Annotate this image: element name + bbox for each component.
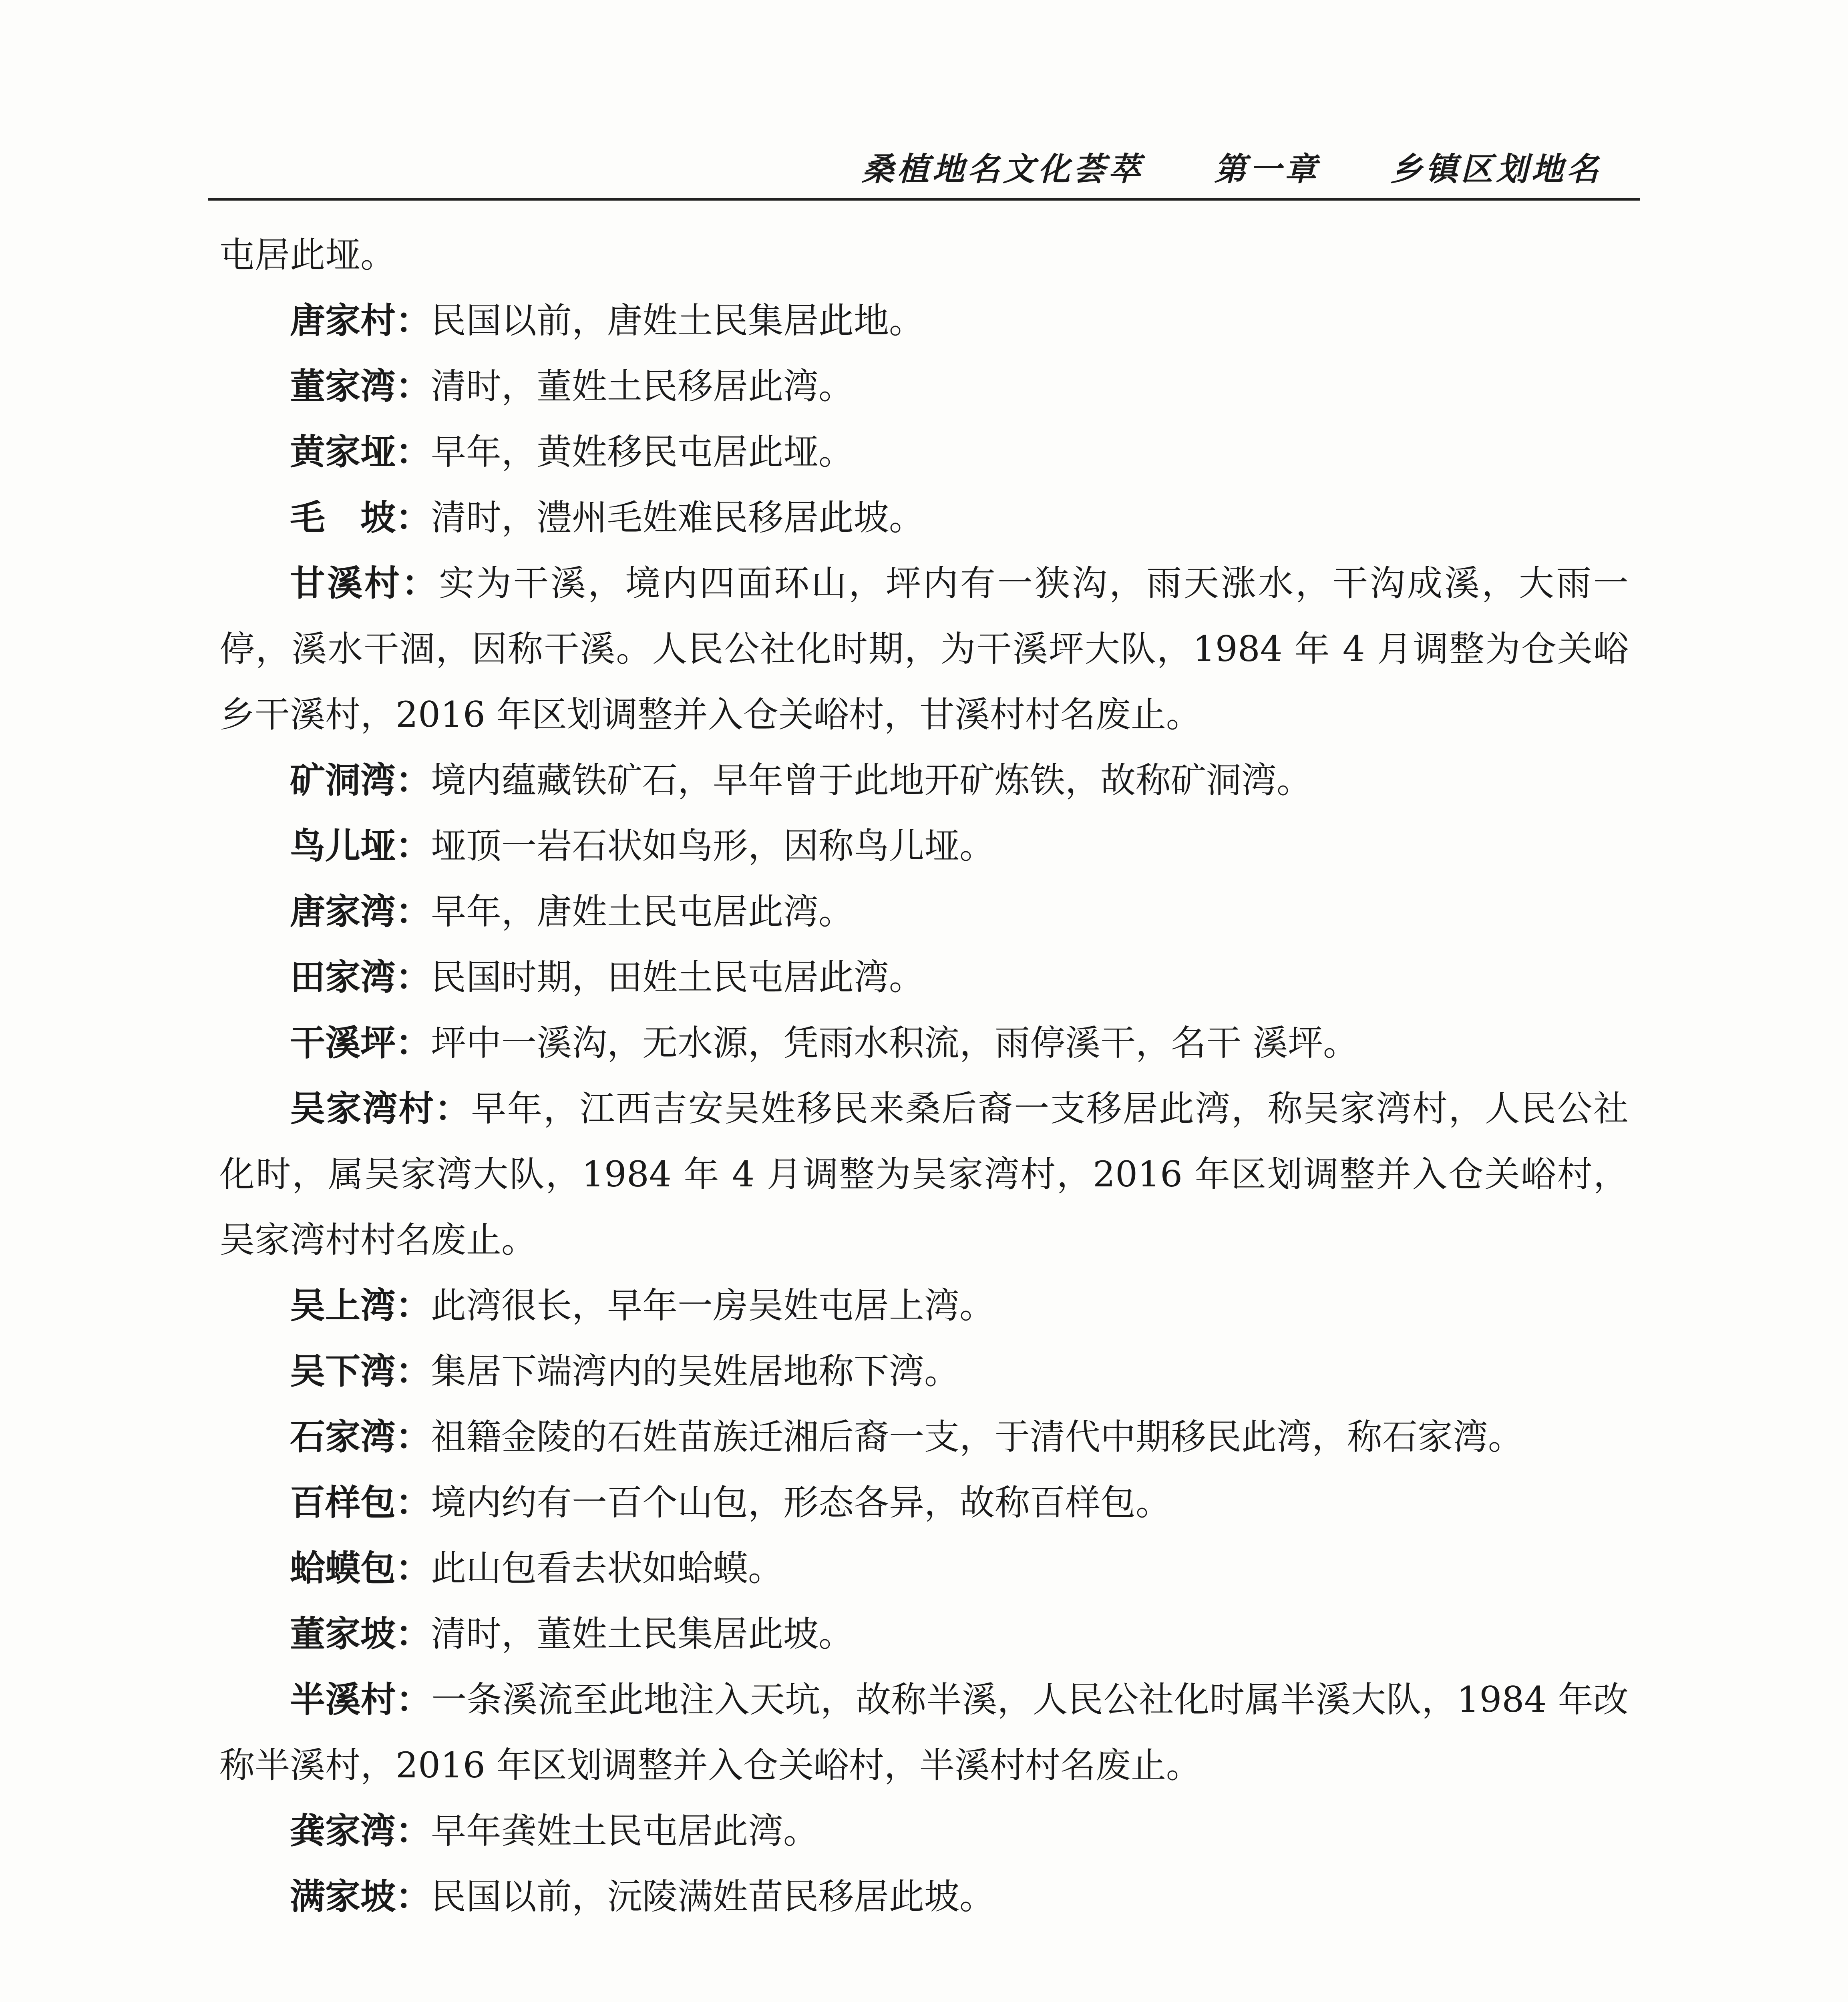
entry-term: 干溪坪 [290,1022,396,1063]
entry-text: 境内约有一百个山包，形态各异，故称百样包。 [431,1482,1171,1523]
entry-paragraph [219,1470,1629,1536]
section-title [219,1994,1629,2002]
entry-term: 百样包 [290,1482,396,1523]
entry-paragraph [219,748,1629,813]
entry-paragraph [219,485,1629,551]
header-chapter-title: 乡镇区划地名 [1390,151,1602,188]
entry-text: 垭顶一岩石状如鸟形，因称鸟儿垭。 [431,825,995,866]
entry-separator: ： [396,760,431,801]
entry-term: 鸟儿垭 [290,825,396,866]
entry-separator: ： [396,431,431,472]
body-text [219,222,1629,2002]
entry-text: 清时，董姓土民集居此坡。 [431,1613,854,1654]
entry-term: 唐家湾 [290,891,396,932]
entry-separator: ： [396,1022,431,1063]
entry-text: 此山包看去状如蛤蟆。 [431,1548,784,1589]
entry-paragraph [219,1536,1629,1601]
entry-separator: ： [396,1416,431,1457]
entry-text: 民国以前，沅陵满姓苗民移居此坡。 [431,1876,995,1917]
entry-paragraph [219,1667,1629,1798]
entry-paragraph [219,1010,1629,1076]
entry-term: 石家湾 [290,1416,396,1457]
entry-paragraph [219,1601,1629,1667]
entry-term: 唐家村 [290,300,396,341]
entry-paragraph [219,354,1629,419]
entry-separator: ： [396,1679,432,1720]
entry-text: 实为干溪，境内四面环山，坪内有一狭沟，雨天涨水，干沟成溪，大雨一停，溪水干涸，因称干溪。人民公社化时期，为干溪坪大队，1984 年 4 月调整为仓关峪乡干溪村，2016 年区划调整并入仓关峪村，甘溪村村名废止。 [219,563,1629,735]
entry-term: 董家湾 [290,366,396,407]
entry-paragraph [219,879,1629,945]
entry-text: 早年，黄姓移民屯居此垭。 [431,431,854,472]
entry-paragraph [219,551,1629,748]
entry-term: 龚家湾 [290,1810,396,1851]
entry-text: 境内蕴藏铁矿石，早年曾于此地开矿炼铁，故称矿洞湾。 [431,760,1312,801]
entry-separator: ： [396,300,431,341]
entry-paragraph [219,419,1629,485]
entry-term: 吴上湾 [290,1285,396,1326]
entry-paragraph [219,1339,1629,1404]
entry-paragraph [219,1798,1629,1864]
entry-text: 早年龚姓土民屯居此湾。 [431,1810,819,1851]
entry-text: 早年，江西吉安吴姓移民来桑后裔一支移居此湾，称吴家湾村，人民公社化时，属吴家湾大队，1984 年 4 月调整为吴家湾村，2016 年区划调整并入仓关峪村，吴家湾村村名废止。 [219,1088,1629,1260]
entry-separator: ： [396,1548,431,1589]
entry-term: 田家湾 [290,957,396,998]
entry-term: 董家坡 [290,1613,396,1654]
entry-term: 毛 坡 [290,497,396,538]
entry-term: 吴下湾 [290,1351,396,1392]
entry-text: 集居下端湾内的吴姓居地称下湾。 [431,1351,960,1392]
entry-separator: ： [396,1351,431,1392]
entry-paragraph [219,1404,1629,1470]
entry-separator: ： [396,1285,431,1326]
running-header [208,138,1640,201]
header-book-title: 桑植地名文化荟萃 [862,151,1144,188]
entry-paragraph [219,1076,1629,1273]
entry-text: 清时，澧州毛姓难民移居此坡。 [431,497,925,538]
entry-separator: ： [396,497,431,538]
entry-text: 早年，唐姓土民屯居此湾。 [431,891,854,932]
entry-paragraph [219,1864,1629,1930]
entry-separator: ： [402,563,439,604]
entry-term: 蛤蟆包 [290,1548,396,1589]
entry-paragraph [219,945,1629,1010]
entry-separator: ： [396,1613,431,1654]
entry-text: 此湾很长，早年一房吴姓屯居上湾。 [431,1285,995,1326]
entry-separator: ： [396,1876,431,1917]
entry-separator: ： [396,1810,431,1851]
header-chapter: 第一章 [1214,151,1320,188]
entry-term: 半溪村 [290,1679,396,1720]
entry-term: 黄家垭 [290,431,396,472]
entry-text: 坪中一溪沟，无水源，凭雨水积流，雨停溪干，名干 溪坪。 [431,1022,1359,1063]
entry-separator: ： [396,957,431,998]
entry-text: 民国以前，唐姓土民集居此地。 [431,300,925,341]
entry-paragraph [219,1273,1629,1339]
entry-text: 民国时期，田姓土民屯居此湾。 [431,957,925,998]
entries-list-a [219,288,1629,1930]
continuation-text: 屯居此垭。 [219,234,396,275]
header-text [862,143,1602,189]
entry-term: 甘溪村 [290,563,402,604]
entry-term: 满家坡 [290,1876,396,1917]
entry-paragraph [219,813,1629,879]
entry-separator: ： [396,825,431,866]
entry-text: 清时，董姓土民移居此湾。 [431,366,854,407]
entry-term: 吴家湾村 [290,1088,435,1129]
entry-separator: ： [396,1482,431,1523]
entry-separator: ： [396,891,431,932]
entry-separator: ： [396,366,431,407]
entry-term: 矿洞湾 [290,760,396,801]
entry-text: 祖籍金陵的石姓苗族迁湘后裔一支，于清代中期移民此湾，称石家湾。 [431,1416,1524,1457]
entry-text: 一条溪流至此地注入天坑，故称半溪，人民公社化时属半溪大队，1984 年改称半溪村，2016 年区划调整并入仓关峪村，半溪村村名废止。 [219,1679,1629,1786]
entry-paragraph [219,288,1629,354]
entry-separator: ： [434,1088,471,1129]
